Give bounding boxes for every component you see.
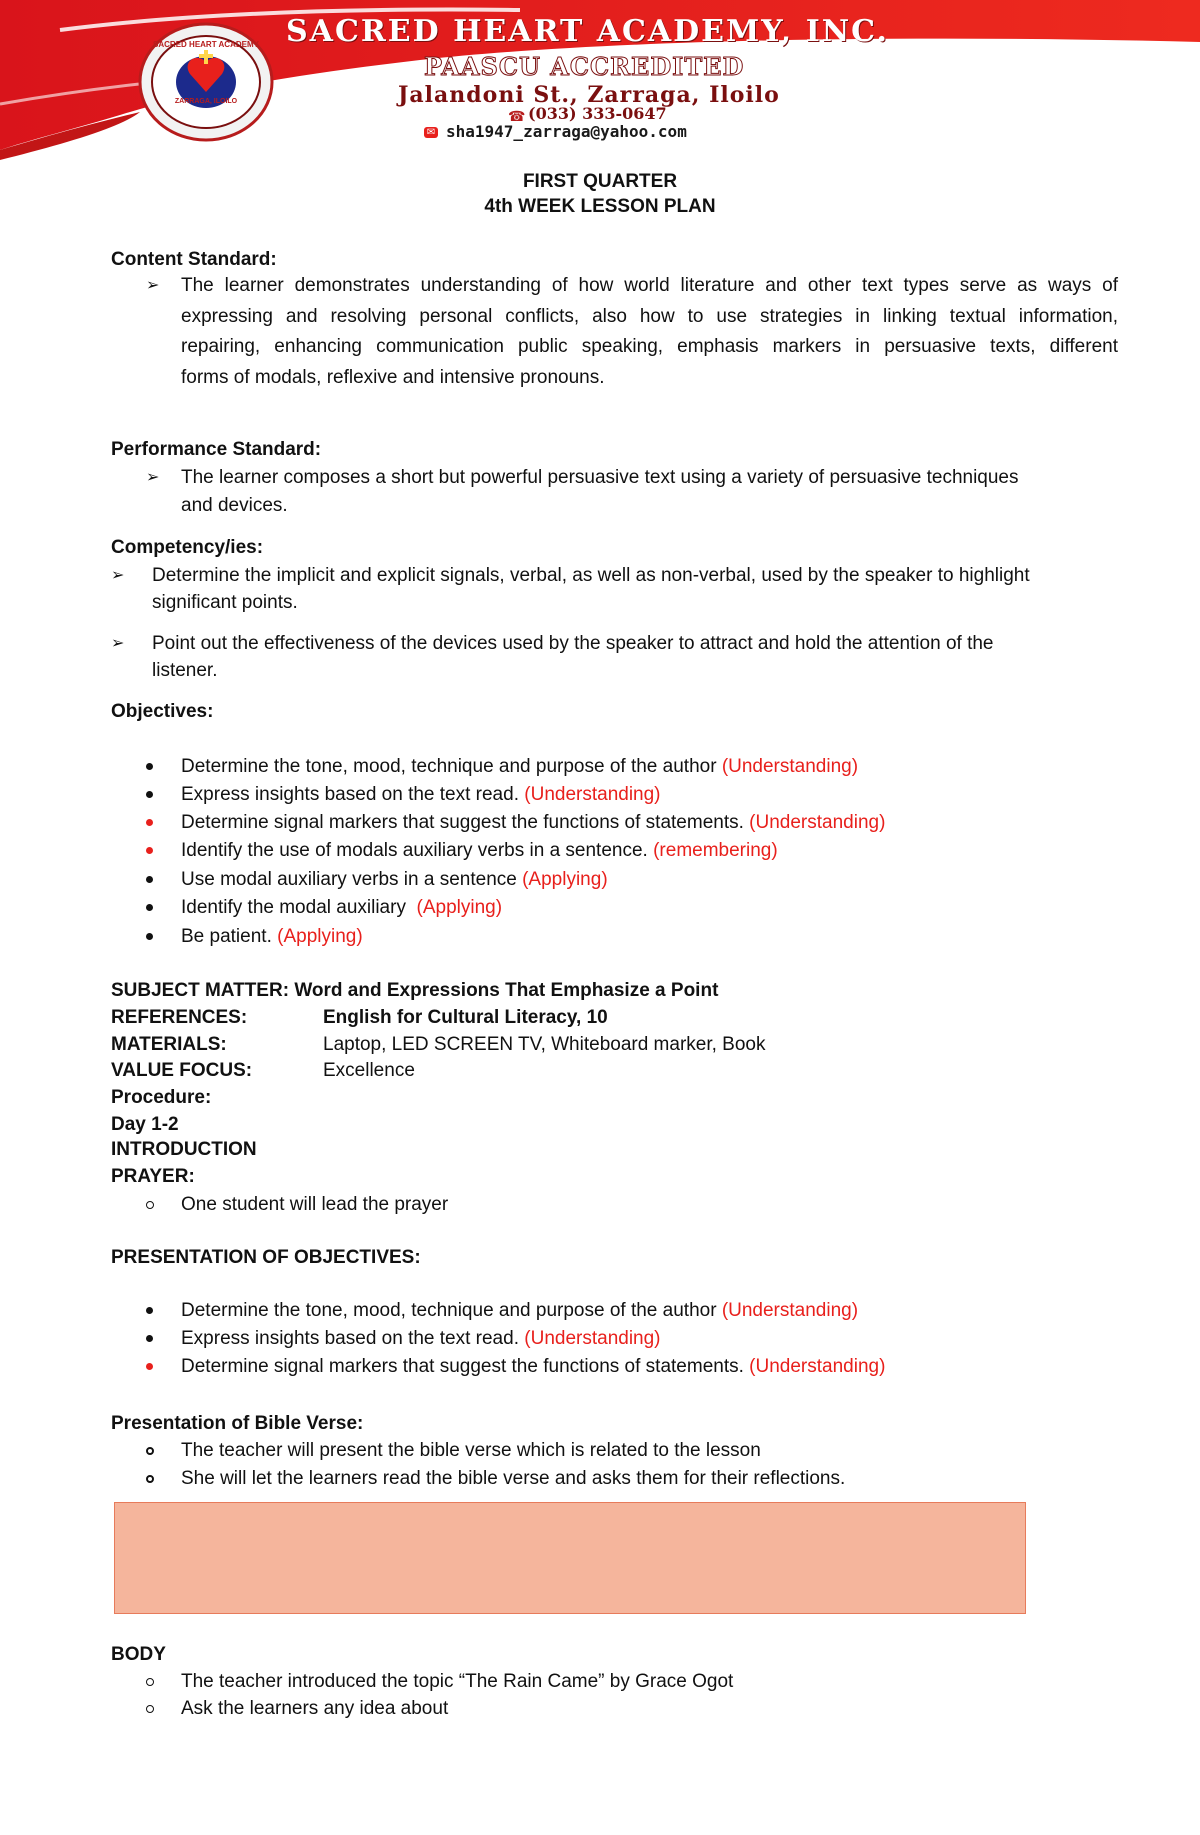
objective-item: Be patient. (Applying) [181,926,363,947]
bible-verse-box [114,1502,1026,1614]
seal-text: SACRED HEART ACADEMY [153,40,259,49]
body-item: Ask the learners any idea about [181,1698,449,1719]
objective-item: Use modal auxiliary verbs in a sentence (Applying) [181,869,608,890]
content-standard-line: The learner demonstrates understanding of how world literature and other text types serve as ways of [181,275,1118,296]
seal-subtext: ZARRAGA, ILOILO [174,98,238,105]
email-icon: ✉ [424,127,438,138]
procedure-label: Procedure: [111,1087,212,1108]
presentation-objectives-heading: PRESENTATION OF OBJECTIVES: [111,1247,421,1268]
bible-verse-heading: Presentation of Bible Verse: [111,1413,364,1434]
bullet-icon [146,847,153,854]
body-heading: BODY [111,1644,166,1665]
competency-line: Point out the effectiveness of the devices used by the speaker to attract and hold the attention of the [152,633,994,654]
presentation-objective-item: Express insights based on the text read. (Understanding) [181,1328,661,1349]
arrow-bullet-icon: ➢ [111,635,125,652]
phone-icon: ☎ [508,108,526,124]
phone-number: (033) 333-0647 [528,104,667,123]
competency-line: Determine the implicit and explicit signals, verbal, as well as non-verbal, used by the speaker to highlight [152,565,1030,586]
presentation-objective-item: Determine signal markers that suggest the functions of statements. (Understanding) [181,1356,886,1377]
subject-matter: SUBJECT MATTER: Word and Expressions That Emphasize a Point [111,980,719,1001]
school-name: SACRED HEART ACADEMY, INC. [286,14,889,49]
circle-bullet-icon [146,1201,154,1209]
performance-standard-line: and devices. [181,495,288,516]
circle-bullet-icon [146,1678,154,1686]
objective-item: Determine the tone, mood, technique and purpose of the author (Understanding) [181,756,859,777]
circle-bullet-icon [146,1447,154,1455]
performance-standard-heading: Performance Standard: [111,439,322,460]
day-label: Day 1-2 [111,1114,179,1135]
bullet-icon [146,933,153,940]
objectives-heading: Objectives: [111,701,214,722]
circle-bullet-icon [146,1475,154,1483]
bullet-icon [146,1335,153,1342]
references-value: English for Cultural Literacy, 10 [323,1007,608,1028]
arrow-bullet-icon: ➢ [111,567,125,584]
bullet-icon [146,1363,153,1370]
objective-item: Identify the modal auxiliary (Applying) [181,897,503,918]
lesson-plan-title: 4th WEEK LESSON PLAN [484,196,716,217]
introduction-label: INTRODUCTION [111,1139,257,1160]
objective-item: Express insights based on the text read. (Understanding) [181,784,661,805]
bullet-icon [146,876,153,883]
arrow-bullet-icon: ➢ [146,277,160,294]
competency-line: significant points. [152,592,298,613]
materials-value: Laptop, LED SCREEN TV, Whiteboard marker, Book [323,1034,766,1055]
arrow-bullet-icon: ➢ [146,469,160,486]
bible-verse-item: She will let the learners read the bible verse and asks them for their reflections. [181,1468,846,1489]
materials-label: MATERIALS: [111,1034,227,1055]
content-standard-line: expressing and resolving personal conflicts, also how to use strategies in linking textual information, [181,306,1118,327]
content-standard-heading: Content Standard: [111,249,277,270]
letterhead [0,0,1200,160]
quarter-title: FIRST QUARTER [522,171,678,192]
competencies-heading: Competency/ies: [111,537,264,558]
email-address: sha1947_zarraga@yahoo.com [446,122,687,141]
accreditation: PAASCU ACCREDITED [424,52,745,81]
bible-verse-item: The teacher will present the bible verse which is related to the lesson [181,1440,761,1461]
bullet-icon [146,791,153,798]
address: Jalandoni St., Zarraga, Iloilo [398,82,780,108]
value-focus-label: VALUE FOCUS: [111,1060,253,1081]
bullet-icon [146,1307,153,1314]
content-standard-line: repairing, enhancing communication public speaking, emphasis markers in persuasive texts, different [181,336,1118,357]
competency-line: listener. [152,660,218,681]
bullet-icon [146,819,153,826]
prayer-item: One student will lead the prayer [181,1194,449,1215]
circle-bullet-icon [146,1705,154,1713]
bullet-icon [146,763,153,770]
bullet-icon [146,904,153,911]
content-standard-line: forms of modals, reflexive and intensive pronouns. [181,367,605,388]
references-label: REFERENCES: [111,1007,248,1028]
performance-standard-line: The learner composes a short but powerful persuasive text using a variety of persuasive techniques [181,467,1019,488]
prayer-label: PRAYER: [111,1166,195,1187]
value-focus-value: Excellence [323,1060,415,1081]
body-item: The teacher introduced the topic “The Rain Came” by Grace Ogot [181,1671,734,1692]
objective-item: Determine signal markers that suggest the functions of statements. (Understanding) [181,812,886,833]
presentation-objective-item: Determine the tone, mood, technique and purpose of the author (Understanding) [181,1300,859,1321]
objective-item: Identify the use of modals auxiliary verbs in a sentence. (remembering) [181,840,778,861]
